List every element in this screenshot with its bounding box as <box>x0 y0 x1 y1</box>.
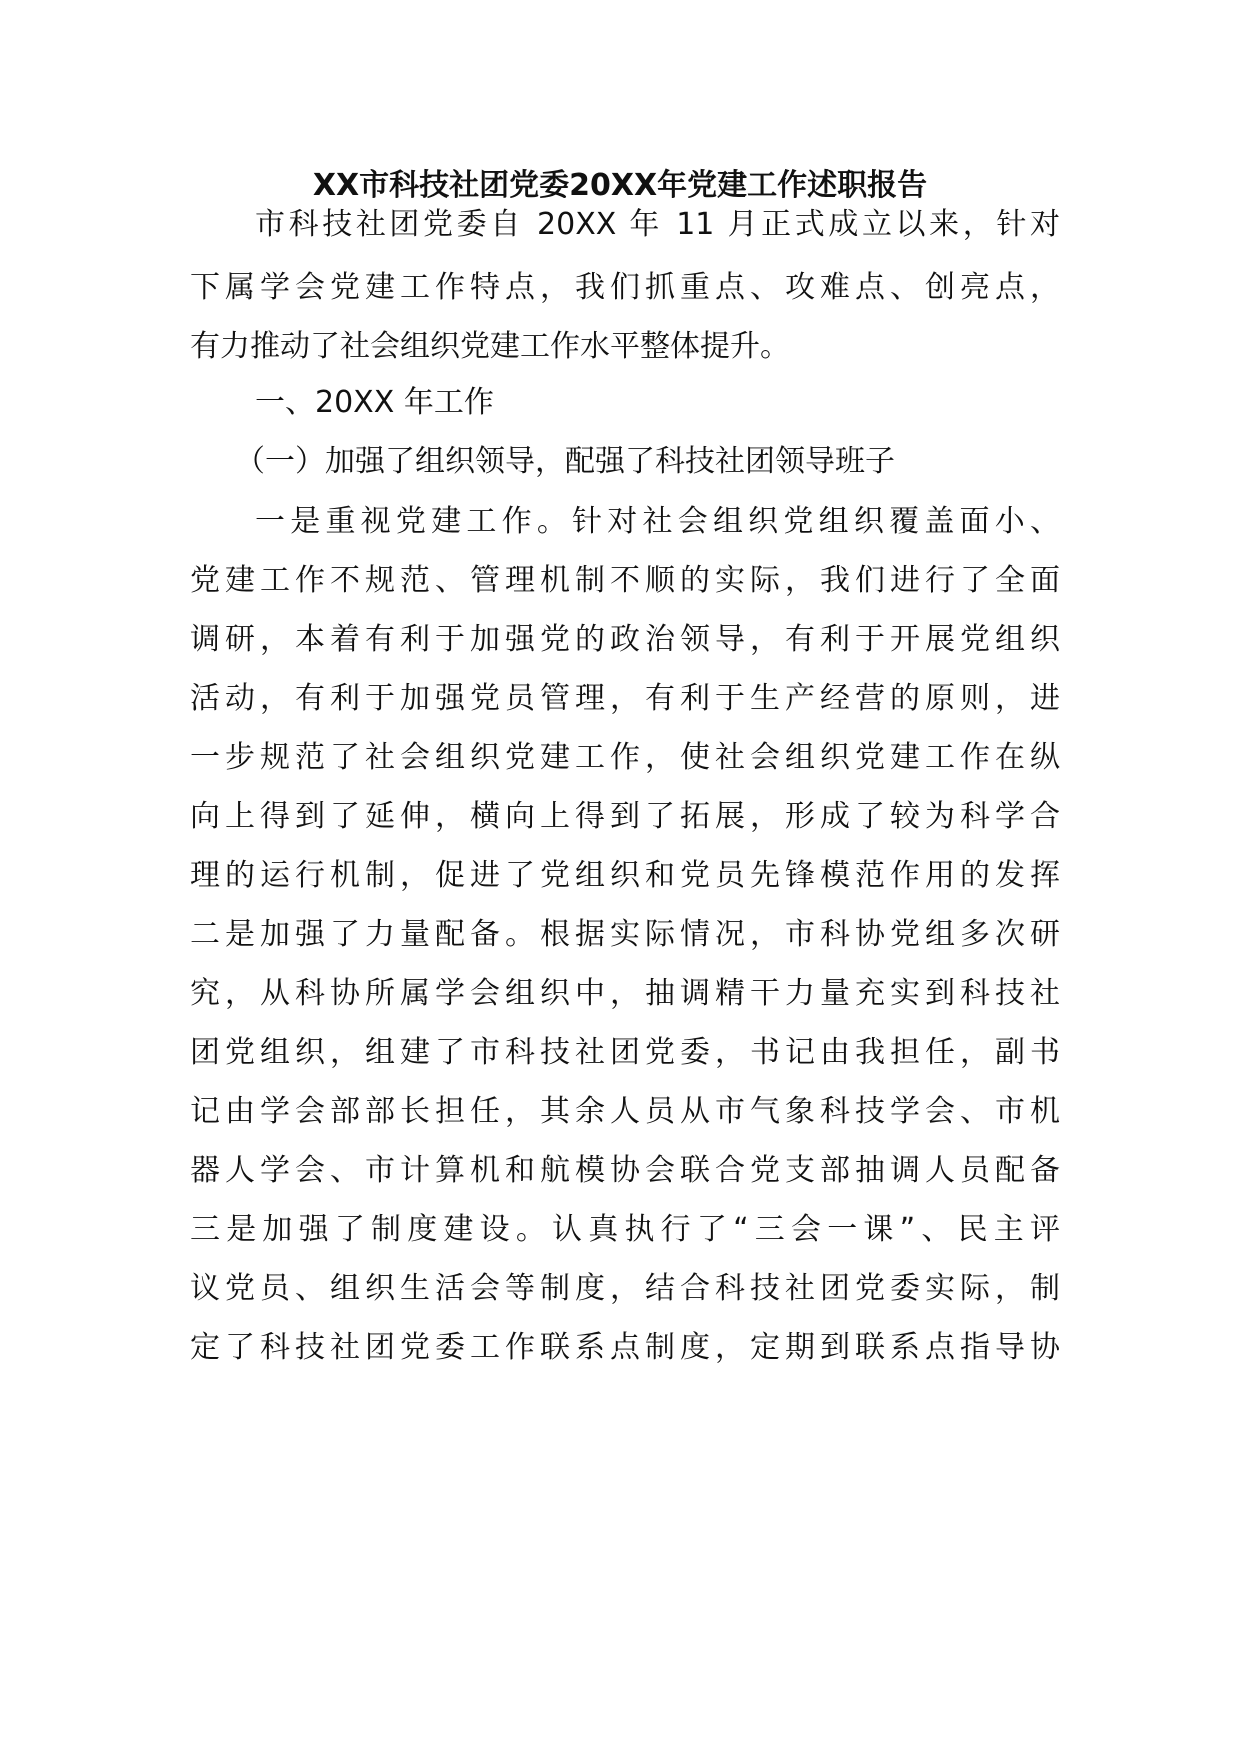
paragraph-intro-line-3: 有力推动了社会组织党建工作水平整体提升。 <box>190 329 790 364</box>
paragraph-2-line-1: 二是加强了力量配备。根据实际情况，市科协党组多次研 <box>190 917 1060 952</box>
paragraph-2-line-3: 团党组织，组建了市科技社团党委，书记由我担任，副书 <box>190 1035 1060 1070</box>
paragraph-2-line-5: 器人学会、市计算机和航模协会联合党支部抽调人员配备 <box>190 1153 1060 1188</box>
paragraph-intro-line-2: 下属学会党建工作特点，我们抓重点、攻难点、创亮点， <box>190 270 1060 305</box>
paragraph-1-line-5: 一步规范了社会组织党建工作，使社会组织党建工作在纵 <box>190 740 1060 775</box>
document-title: XX市科技社团党委20XX年党建工作述职报告 <box>312 168 928 203</box>
paragraph-1-line-4: 活动，有利于加强党员管理，有利于生产经营的原则，进 <box>190 681 1060 716</box>
section-heading-1: 一、20XX 年工作 <box>255 385 494 420</box>
paragraph-3-line-3: 定了科技社团党委工作联系点制度，定期到联系点指导协 <box>190 1330 1060 1365</box>
paragraph-1-line-6: 向上得到了延伸，横向上得到了拓展，形成了较为科学合 <box>190 799 1060 834</box>
paragraph-3-line-2: 议党员、组织生活会等制度，结合科技社团党委实际，制 <box>190 1271 1060 1306</box>
paragraph-1-line-1: 一是重视党建工作。针对社会组织党组织覆盖面小、 <box>255 504 1060 539</box>
paragraph-1-line-3: 调研，本着有利于加强党的政治领导，有利于开展党组织 <box>190 622 1060 657</box>
paragraph-1-line-7: 理的运行机制，促进了党组织和党员先锋模范作用的发挥 <box>190 858 1060 893</box>
paragraph-intro-line-1: 市科技社团党委自 20XX 年 11 月正式成立以来，针对 <box>255 207 1060 242</box>
paragraph-2-line-2: 究，从科协所属学会组织中，抽调精干力量充实到科技社 <box>190 976 1060 1011</box>
paragraph-2-line-4: 记由学会部部长担任，其余人员从市气象科技学会、市机 <box>190 1094 1060 1129</box>
paragraph-1-line-2: 党建工作不规范、管理机制不顺的实际，我们进行了全面 <box>190 563 1060 598</box>
paragraph-3-line-1: 三是加强了制度建设。认真执行了“三会一课”、民主评 <box>190 1212 1060 1247</box>
subsection-heading-1: （一）加强了组织领导，配强了科技社团领导班子 <box>235 444 895 479</box>
